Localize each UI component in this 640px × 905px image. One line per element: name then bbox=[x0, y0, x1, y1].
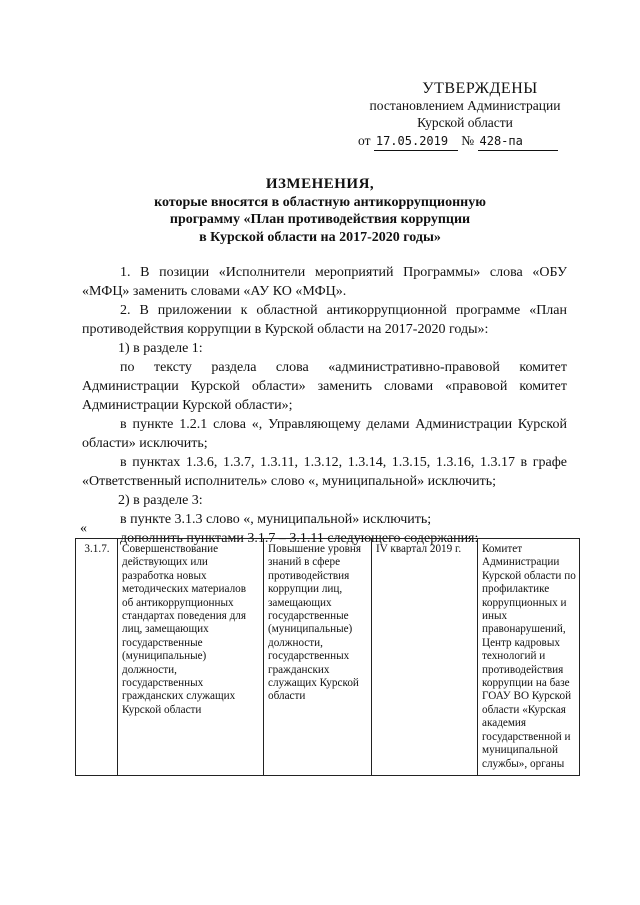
approval-date-line bbox=[340, 132, 590, 151]
cell-action: Совершенствование действующих или разработка новых методических материалов об антикоррупционных стандартах поведения для лиц, замещающих государственные (муниципальные) должности, государственных гражданских служащих Курской области bbox=[118, 539, 264, 776]
approval-title: УТВЕРЖДЕНЫ bbox=[422, 80, 538, 97]
paragraph-7: 2) в разделе 3: bbox=[118, 493, 203, 508]
heading-line-3: в Курской области на 2017-2020 годы» bbox=[199, 229, 441, 245]
document-heading bbox=[60, 176, 580, 246]
from-label: от bbox=[358, 133, 371, 148]
paragraph-2: 2. В приложении к областной антикоррупционной программе «План противодействия коррупции в Курской области на 2017-2020 годы»: bbox=[82, 303, 567, 337]
paragraph-8: в пункте 3.1.3 слово «, муниципальной» исключить; bbox=[120, 512, 432, 527]
paragraph-9: дополнить пунктами 3.1.7 – 3.1.11 следующего содержания: bbox=[120, 531, 479, 546]
cell-term: IV квартал 2019 г. bbox=[372, 539, 478, 776]
cell-number: 3.1.7. bbox=[76, 539, 118, 776]
heading-title: ИЗМЕНЕНИЯ, bbox=[265, 176, 375, 192]
heading-line-1: которые вносятся в областную антикоррупционную bbox=[154, 194, 486, 210]
table-row bbox=[76, 539, 580, 776]
insert-table bbox=[75, 538, 580, 776]
paragraph-3: 1) в разделе 1: bbox=[118, 341, 203, 356]
cell-result: Повышение уровня знаний в сфере противодействия коррупции лиц, замещающих государственные (муниципальные) должности, государственных гражданских служащих Курской области bbox=[264, 539, 372, 776]
paragraph-4: по тексту раздела слова «административно-правовой комитет Администрации Курской области» заменить словами «правовой комитет Администрации Курской области»; bbox=[82, 360, 567, 413]
paragraph-6: в пунктах 1.3.6, 1.3.7, 1.3.11, 1.3.12, 1.3.14, 1.3.15, 1.3.16, 1.3.17 в графе «Ответственный исполнитель» слово «, муниципальной» исключить; bbox=[82, 455, 567, 489]
approval-line-2: Курской области bbox=[417, 115, 513, 130]
cell-executor: Комитет Администрации Курской области по профилактике коррупционных и иных правонарушений, Центр кадровых технологий и противодействия коррупции на базе ГОАУ ВО Курской области «Курская академия государственной и муниципальной службы», органы bbox=[478, 539, 580, 776]
approval-date: 17.05.2019 bbox=[374, 133, 458, 151]
paragraph-5: в пункте 1.2.1 слова «, Управляющему делами Администрации Курской области» исключить; bbox=[82, 417, 567, 451]
approval-number: 428-па bbox=[478, 133, 558, 151]
paragraph-1: 1. В позиции «Исполнители мероприятий Программы» слова «ОБУ «МФЦ» заменить словами «АУ КО «МФЦ». bbox=[82, 265, 567, 299]
approval-line-1: постановлением Администрации bbox=[369, 98, 561, 113]
document-body bbox=[82, 263, 567, 548]
approval-block bbox=[340, 80, 590, 151]
number-label: № bbox=[461, 133, 475, 148]
heading-line-2: программу «План противодействия коррупции bbox=[169, 212, 471, 227]
open-quote: « bbox=[80, 521, 87, 536]
